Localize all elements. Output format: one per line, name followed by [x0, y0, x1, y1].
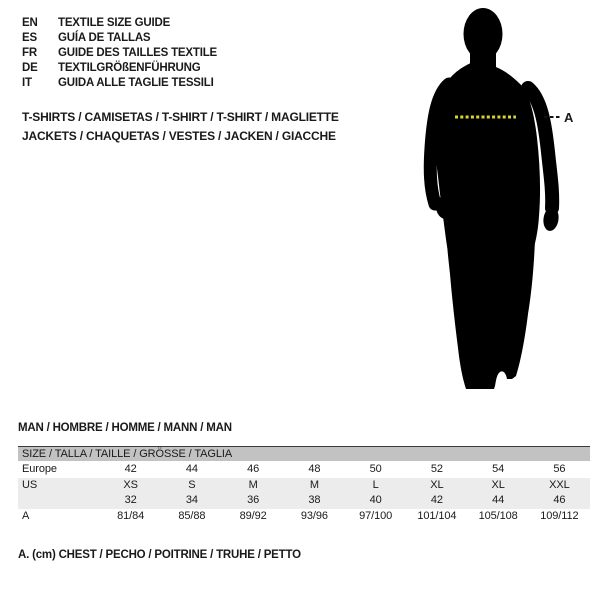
language-title: GUIDA ALLE TAGLIE TESSILI [58, 77, 214, 89]
table-cell: 81/84 [117, 509, 145, 522]
table-cell: 56 [553, 463, 566, 475]
language-row [22, 31, 217, 46]
chest-footnote: A. (cm) CHEST / PECHO / POITRINE / TRUHE / PETTO [18, 549, 301, 561]
table-cell: 46 [247, 463, 260, 475]
man-section-heading: MAN / HOMBRE / HOMME / MANN / MAN [18, 422, 232, 434]
category-line-jackets: JACKETS / CHAQUETAS / VESTES / JACKEN / GIACCHE [22, 128, 336, 143]
table-cell: 32 [124, 494, 137, 506]
table-cell: 54 [492, 463, 505, 475]
man-silhouette-svg [415, 0, 600, 400]
size-table [18, 446, 590, 524]
man-silhouette [430, 8, 560, 389]
size-table-body [18, 462, 590, 524]
table-cell: XS [123, 478, 138, 491]
row-label: A [22, 509, 30, 522]
table-row [18, 462, 590, 478]
language-row [22, 76, 217, 91]
garment-categories [22, 108, 339, 145]
table-cell: XXL [549, 478, 570, 491]
language-title: TEXTILE SIZE GUIDE [58, 17, 171, 29]
table-cell: 85/88 [178, 509, 206, 522]
language-row [22, 46, 217, 61]
table-row [18, 509, 590, 525]
table-cell: 109/112 [540, 509, 579, 522]
table-cell: 105/108 [478, 509, 518, 522]
measure-label-a: A [564, 110, 574, 125]
table-cell: S [188, 478, 196, 491]
table-cell: M [309, 478, 319, 491]
table-cell: 48 [308, 463, 321, 475]
language-code: ES [22, 32, 37, 44]
language-title: GUIDE DES TAILLES TEXTILE [58, 47, 217, 59]
language-title-list [22, 16, 217, 91]
table-cell: 42 [430, 494, 443, 506]
language-code: EN [22, 17, 38, 29]
table-row [18, 478, 590, 494]
table-cell: 46 [553, 494, 566, 506]
table-cell: L [372, 478, 379, 491]
language-row [22, 61, 217, 76]
table-cell: 97/100 [359, 509, 393, 522]
language-title: TEXTILGRÖßENFÜHRUNG [58, 62, 201, 74]
table-cell: 52 [430, 463, 443, 475]
table-cell: 93/96 [300, 509, 328, 522]
table-cell: 40 [369, 494, 382, 506]
language-code: DE [22, 62, 38, 74]
table-cell: XL [430, 478, 444, 491]
size-table-header: SIZE / TALLA / TAILLE / GRÖSSE / TAGLIA [18, 447, 590, 461]
table-cell: 42 [124, 463, 137, 475]
silhouette-legs [447, 240, 535, 389]
table-cell: XL [491, 478, 505, 491]
language-code: FR [22, 47, 37, 59]
table-cell: 101/104 [417, 509, 457, 522]
language-title: GUÍA DE TALLAS [58, 32, 151, 44]
man-silhouette-figure [415, 0, 600, 400]
language-code: IT [22, 77, 32, 89]
language-row [22, 16, 217, 31]
table-cell: M [248, 478, 258, 491]
table-row [18, 493, 590, 509]
row-label [18, 493, 100, 509]
table-cell: 44 [185, 463, 198, 475]
table-cell: 50 [369, 463, 382, 475]
table-cell: 34 [185, 494, 198, 506]
row-label: Europe [22, 463, 57, 475]
table-cell: 89/92 [239, 509, 267, 522]
row-label: US [22, 478, 38, 491]
table-cell: 44 [492, 494, 505, 506]
category-line-tshirts: T-SHIRTS / CAMISETAS / T-SHIRT / T-SHIRT / MAGLIETTE [22, 110, 339, 124]
table-cell: 38 [308, 494, 321, 506]
table-cell: 36 [247, 494, 260, 506]
